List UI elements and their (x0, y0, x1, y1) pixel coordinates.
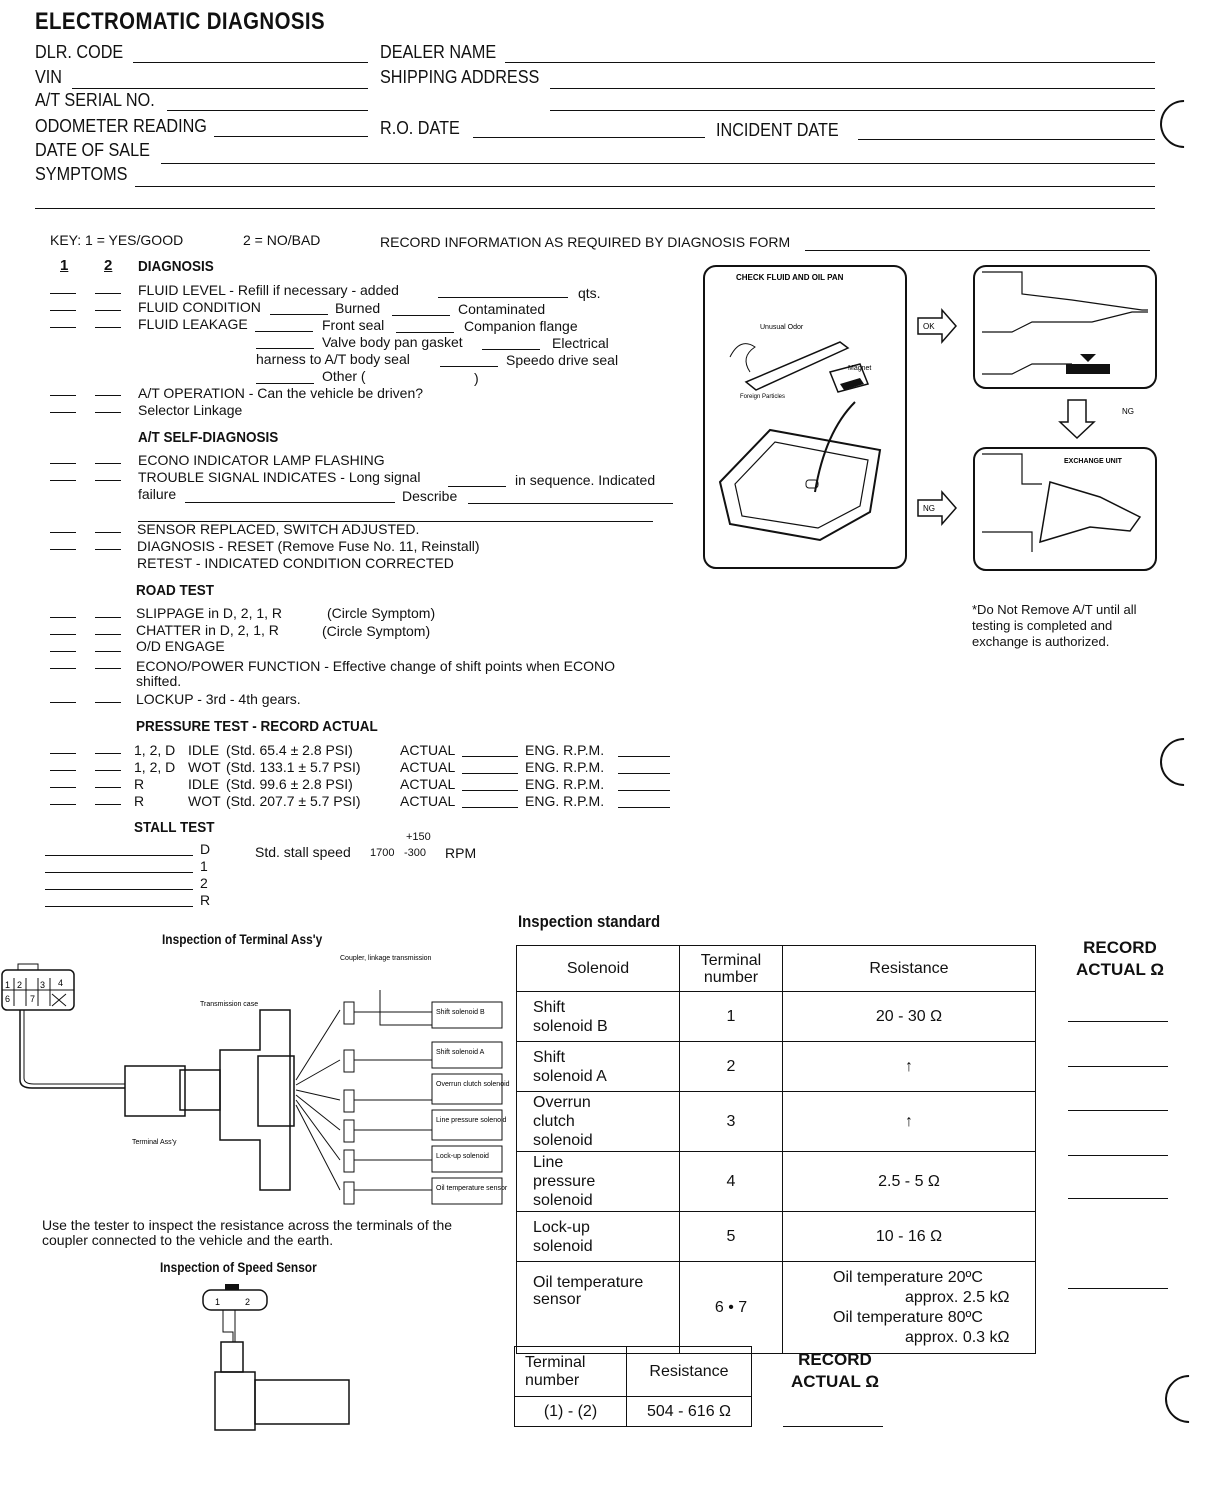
check-col-2[interactable] (95, 770, 121, 771)
symptoms-field[interactable] (135, 186, 1155, 187)
check-col-1[interactable] (50, 532, 76, 533)
stall-gear: R (200, 892, 211, 908)
check-col-2[interactable] (95, 463, 121, 464)
record-actual-field[interactable] (1068, 1288, 1168, 1289)
pressure-mode: IDLE (188, 742, 220, 758)
foreign-particles-label: Foreign Particles (740, 394, 786, 400)
record-actual-field[interactable] (1068, 1198, 1168, 1199)
fluid-condition: FLUID CONDITION (138, 299, 261, 315)
binder-hole-mark (1155, 1365, 1216, 1433)
slippage: SLIPPAGE in D, 2, 1, R (136, 605, 283, 621)
ng-down-label: NG (1122, 407, 1134, 416)
terminal-number: 1 (680, 992, 783, 1042)
contaminated-field[interactable] (392, 315, 450, 316)
check-col-1[interactable] (50, 480, 76, 481)
pressure-heading: PRESSURE TEST - RECORD ACTUAL (136, 718, 378, 735)
dealer-name-field[interactable] (505, 62, 1155, 63)
shipping-address-field[interactable] (550, 88, 1155, 89)
label-line-pressure: Line pressure solenoid (436, 1117, 507, 1124)
check-col-2[interactable] (95, 804, 121, 805)
valve-body-label: Valve body pan gasket (322, 334, 463, 350)
circle-symptom-2: (Circle Symptom) (322, 623, 431, 639)
ro-date-field[interactable] (473, 137, 705, 138)
resistance-value: ↑ (783, 1042, 1036, 1092)
terminal-number: 3 (680, 1092, 783, 1152)
check-col-1[interactable] (50, 804, 76, 805)
pressure-rpm-label: ENG. R.P.M. (525, 742, 605, 758)
stall-minus: -300 (404, 847, 427, 859)
econo-power: ECONO/POWER FUNCTION - Effective change of shift points when ECONO (136, 658, 615, 674)
vin-field[interactable] (72, 88, 368, 89)
in-sequence: in sequence. Indicated (515, 472, 656, 488)
oil-r1: Oil temperature 20ºC (833, 1268, 983, 1286)
stall-field[interactable] (45, 855, 193, 856)
shipping-address-label: SHIPPING ADDRESS (380, 67, 540, 87)
contaminated-label: Contaminated (458, 301, 546, 317)
road-test-heading: ROAD TEST (136, 582, 215, 599)
label-shift-a: Shift solenoid A (436, 1049, 485, 1056)
ro-date-label: R.O. DATE (380, 118, 460, 138)
terminal-number: 2 (680, 1042, 783, 1092)
speed-terminal: (1) - (2) (515, 1397, 627, 1427)
binder-hole-mark (1150, 728, 1216, 796)
pressure-actual-label: ACTUAL (400, 793, 456, 809)
record-info-field[interactable] (805, 250, 1150, 251)
symptoms-label: SYMPTOMS (35, 164, 128, 184)
at-operation: A/T OPERATION - Can the vehicle be driven? (138, 385, 424, 401)
trouble-signal: TROUBLE SIGNAL INDICATES - Long signal (138, 469, 421, 485)
check-col-2[interactable] (95, 617, 121, 618)
solenoid-name: Shift solenoid A (517, 1042, 680, 1092)
solenoid-name: Lock-up solenoid (517, 1212, 680, 1262)
coupler-label: Coupler, linkage transmission (340, 955, 432, 962)
key-yes: KEY: 1 = YES/GOOD (50, 232, 184, 248)
speedo-field[interactable] (440, 366, 498, 367)
terminal-number: 4 (680, 1152, 783, 1212)
resistance-value: 2.5 - 5 Ω (783, 1152, 1036, 1212)
oil-r3: Oil temperature 80ºC (833, 1308, 983, 1326)
check-col-1[interactable] (50, 549, 76, 550)
pressure-mode: IDLE (188, 776, 220, 792)
chatter: CHATTER in D, 2, 1, R (136, 622, 279, 638)
burned-label: Burned (335, 300, 381, 316)
vin-label: VIN (35, 67, 63, 87)
stall-heading: STALL TEST (134, 819, 215, 836)
pressure-rpm-label: ENG. R.P.M. (525, 759, 605, 775)
solenoid-name: Overrun clutch solenoid (517, 1092, 680, 1152)
stall-gear: 1 (200, 858, 208, 874)
econo-lamp: ECONO INDICATOR LAMP FLASHING (138, 452, 385, 468)
terminal-number: 5 (680, 1212, 783, 1262)
qts-label: qts. (578, 285, 601, 301)
record-actual-field[interactable] (1068, 1066, 1168, 1067)
pressure-gear: 1, 2, D (134, 742, 176, 758)
other-field[interactable] (256, 383, 314, 384)
pressure-rpm-field[interactable] (618, 790, 670, 791)
odometer-field[interactable] (214, 136, 368, 137)
pressure-actual-field[interactable] (462, 807, 518, 808)
dlr-code-label: DLR. CODE (35, 42, 124, 62)
check-col-2[interactable] (95, 549, 121, 550)
speed-col-resistance: Resistance (627, 1347, 752, 1397)
shifted: shifted. (136, 673, 182, 689)
incident-date-label: INCIDENT DATE (716, 120, 839, 140)
check-pan-box (704, 266, 906, 568)
check-col-1[interactable] (50, 327, 76, 328)
retest: RETEST - INDICATED CONDITION CORRECTED (137, 555, 454, 571)
check-col-1[interactable] (50, 770, 76, 771)
speed-sensor-heading: Inspection of Speed Sensor (160, 1259, 317, 1275)
shipping-address-field-2[interactable] (550, 110, 1155, 111)
pressure-actual-label: ACTUAL (400, 776, 456, 792)
check-col-2[interactable] (95, 532, 121, 533)
other-close: ) (474, 370, 479, 386)
label-overrun: Overrun clutch solenoid (436, 1081, 510, 1088)
ng-label: NG (923, 504, 935, 513)
pressure-actual-field[interactable] (462, 790, 518, 791)
label-oil-temp: Oil temperature sensor (436, 1185, 508, 1192)
speed-pin-2: 2 (245, 1297, 251, 1307)
pressure-rpm-label: ENG. R.P.M. (525, 776, 605, 792)
speed-sensor-diagram (195, 1282, 365, 1442)
diagnosis-heading: DIAGNOSIS (138, 258, 214, 275)
check-col-1[interactable] (50, 753, 76, 754)
inspection-standard-table (516, 945, 1036, 1354)
col-terminal: Terminal number (680, 946, 783, 992)
long-signal-field[interactable] (448, 486, 506, 487)
check-col-2[interactable] (95, 327, 121, 328)
pressure-rpm-label: ENG. R.P.M. (525, 793, 605, 809)
front-seal-label: Front seal (322, 317, 385, 333)
diagnosis-reset: DIAGNOSIS - RESET (Remove Fuse No. 11, Reinstall) (137, 538, 480, 554)
col-solenoid: Solenoid (517, 946, 680, 992)
stall-std-label: Std. stall speed (255, 844, 351, 860)
sensor-replaced: SENSOR REPLACED, SWITCH ADJUSTED. (137, 521, 420, 537)
table-row (517, 1212, 1036, 1262)
transmission-case-label: Transmission case (200, 1001, 259, 1008)
failure-label: failure (138, 486, 177, 502)
pressure-mode: WOT (188, 759, 221, 775)
incident-date-field[interactable] (858, 139, 1155, 140)
table-row (517, 992, 1036, 1042)
companion-flange-field[interactable] (396, 332, 454, 333)
date-of-sale-label: DATE OF SALE (35, 140, 150, 160)
pressure-std: (Std. 133.1 ± 5.7 PSI) (226, 759, 361, 775)
odometer-label: ODOMETER READING (35, 116, 207, 136)
symptoms-field-2[interactable] (35, 208, 1155, 209)
ok-result-box (974, 266, 1156, 388)
check-fluid-caption: CHECK FLUID AND OIL PAN (736, 273, 844, 282)
describe-field[interactable] (468, 503, 673, 504)
pressure-actual-field[interactable] (462, 773, 518, 774)
burned-field[interactable] (270, 314, 328, 315)
pin-1: 1 (5, 980, 11, 990)
companion-flange-label: Companion flange (464, 318, 578, 334)
dlr-code-field[interactable] (133, 62, 368, 63)
col-resistance: Resistance (783, 946, 1036, 992)
check-col-1[interactable] (50, 617, 76, 618)
stall-field[interactable] (45, 889, 193, 890)
fluid-level: FLUID LEVEL - Refill if necessary - added (138, 282, 399, 298)
pressure-gear: 1, 2, D (134, 759, 176, 775)
harness-label: harness to A/T body seal (256, 351, 410, 367)
oil-temp-name: Oil temperature sensor (517, 1262, 680, 1354)
speed-sensor-table (514, 1346, 752, 1427)
resistance-value: ↑ (783, 1092, 1036, 1152)
check-col-1[interactable] (50, 310, 76, 311)
oil-r4: approx. 0.3 kΩ (905, 1328, 1010, 1346)
fluid-check-flowchart (700, 262, 1180, 592)
solenoid-name: Shift solenoid B (517, 992, 680, 1042)
do-not-remove-note: *Do Not Remove A/T until all testing is completed and exchange is authorized. (972, 602, 1137, 649)
self-diagnosis-heading: A/T SELF-DIAGNOSIS (138, 429, 279, 446)
pin-2: 2 (17, 980, 23, 990)
speed-col-terminal: Terminal number (515, 1347, 627, 1397)
front-seal-field[interactable] (255, 331, 313, 332)
check-col-1[interactable] (50, 787, 76, 788)
speedo-label: Speedo drive seal (506, 352, 619, 368)
date-of-sale-field[interactable] (161, 163, 1155, 164)
pressure-std: (Std. 207.7 ± 5.7 PSI) (226, 793, 361, 809)
pin-6: 6 (5, 994, 11, 1004)
pressure-std: (Std. 65.4 ± 2.8 PSI) (226, 742, 353, 758)
ok-label: OK (923, 322, 935, 331)
electrical-field[interactable] (482, 349, 540, 350)
lockup: LOCKUP - 3rd - 4th gears. (136, 691, 301, 707)
stall-speed: 1700 (370, 847, 395, 859)
record-actual-field[interactable] (1068, 1110, 1168, 1111)
selector-linkage: Selector Linkage (138, 402, 243, 418)
pressure-actual-field[interactable] (462, 756, 518, 757)
check-col-2[interactable] (95, 634, 121, 635)
stall-field[interactable] (45, 872, 193, 873)
pressure-actual-label: ACTUAL (400, 742, 456, 758)
exchange-unit-label: EXCHANGE UNIT (1064, 458, 1122, 465)
check-col-2[interactable] (95, 310, 121, 311)
record-actual-field[interactable] (1068, 1155, 1168, 1156)
stall-gear: 2 (200, 875, 208, 891)
check-col-2[interactable] (95, 651, 121, 652)
electrical-label: Electrical (552, 335, 609, 351)
check-col-2[interactable] (95, 702, 121, 703)
check-col-1[interactable] (50, 395, 76, 396)
pressure-rpm-field[interactable] (618, 773, 670, 774)
pressure-rpm-field[interactable] (618, 756, 670, 757)
pressure-std: (Std. 99.6 ± 2.8 PSI) (226, 776, 353, 792)
check-col-1[interactable] (50, 634, 76, 635)
fluid-added-field[interactable] (438, 297, 568, 298)
label-lockup: Lock-up solenoid (436, 1153, 489, 1160)
stall-plus: +150 (406, 831, 431, 843)
valve-body-field[interactable] (256, 348, 314, 349)
col-2-header: 2 (104, 257, 113, 274)
check-col-1[interactable] (50, 702, 76, 703)
page-title: ELECTROMATIC DIAGNOSIS (35, 8, 326, 35)
check-col-1[interactable] (50, 651, 76, 652)
oil-r2: approx. 2.5 kΩ (905, 1288, 1010, 1306)
check-col-2[interactable] (95, 480, 121, 481)
table-row (517, 1042, 1036, 1092)
check-col-2[interactable] (95, 787, 121, 788)
other-label: Other ( (322, 368, 366, 384)
oil-temp-terminal: 6 • 7 (680, 1262, 783, 1354)
speed-record-actual-heading: RECORD ACTUAL Ω (791, 1350, 879, 1391)
binder-hole-mark (1150, 90, 1216, 158)
check-col-2[interactable] (95, 668, 121, 669)
check-col-1[interactable] (50, 463, 76, 464)
failure-field[interactable] (185, 502, 395, 503)
terminal-inspection-heading: Inspection of Terminal Ass'y (162, 931, 323, 947)
key-record: RECORD INFORMATION AS REQUIRED BY DIAGNOSIS FORM (380, 234, 791, 250)
check-col-1[interactable] (50, 668, 76, 669)
pressure-mode: WOT (188, 793, 221, 809)
resistance-value: 10 - 16 Ω (783, 1212, 1036, 1262)
pressure-rpm-field[interactable] (618, 807, 670, 808)
dealer-name-label: DEALER NAME (380, 42, 497, 62)
col-1-header: 1 (60, 257, 69, 274)
speed-resistance: 504 - 616 Ω (627, 1397, 752, 1427)
table-row (517, 1152, 1036, 1212)
check-col-2[interactable] (95, 753, 121, 754)
table-row (517, 1092, 1036, 1152)
key-no: 2 = NO/BAD (243, 232, 321, 248)
record-actual-heading: RECORD ACTUAL Ω (1076, 938, 1164, 979)
unusual-odor-label: Unusual Odor (760, 324, 804, 331)
check-col-2[interactable] (95, 412, 121, 413)
solenoid-name: Line pressure solenoid (517, 1152, 680, 1212)
check-col-2[interactable] (95, 395, 121, 396)
stall-field[interactable] (45, 906, 193, 907)
record-actual-field[interactable] (1068, 1021, 1168, 1022)
check-col-2[interactable] (95, 293, 121, 294)
inspection-standard-heading: Inspection standard (518, 912, 661, 931)
fluid-leakage: FLUID LEAKAGE (138, 316, 248, 332)
pin-4: 4 (58, 978, 64, 988)
check-col-1[interactable] (50, 412, 76, 413)
exchange-unit-box (974, 448, 1156, 570)
pressure-gear: R (134, 793, 145, 809)
od-engage: O/D ENGAGE (136, 638, 225, 654)
pressure-gear: R (134, 776, 145, 792)
magnet-label: Magnet (848, 365, 872, 372)
stall-gear: D (200, 841, 211, 857)
pressure-actual-label: ACTUAL (400, 759, 456, 775)
serial-label: A/T SERIAL NO. (35, 90, 155, 110)
stall-rpm: RPM (445, 845, 477, 861)
check-col-1[interactable] (50, 293, 76, 294)
speed-pin-1: 1 (215, 1297, 221, 1307)
serial-field[interactable] (167, 110, 368, 111)
ng-down-arrow (1060, 400, 1094, 438)
tester-note: Use the tester to inspect the resistance across the terminals of the coupler connected to the vehicle and the earth. (42, 1217, 453, 1248)
terminal-assy-diagram (0, 950, 510, 1215)
resistance-value: 20 - 30 Ω (783, 992, 1036, 1042)
circle-symptom-1: (Circle Symptom) (327, 605, 436, 621)
terminal-assy-label: Terminal Ass'y (132, 1139, 177, 1146)
pin-3: 3 (40, 980, 46, 990)
pin-7: 7 (30, 994, 36, 1004)
label-shift-b: Shift solenoid B (436, 1009, 485, 1016)
oil-temp-resistance (783, 1262, 1036, 1354)
speed-record-actual-field[interactable] (783, 1426, 883, 1427)
describe-label: Describe (402, 488, 458, 504)
